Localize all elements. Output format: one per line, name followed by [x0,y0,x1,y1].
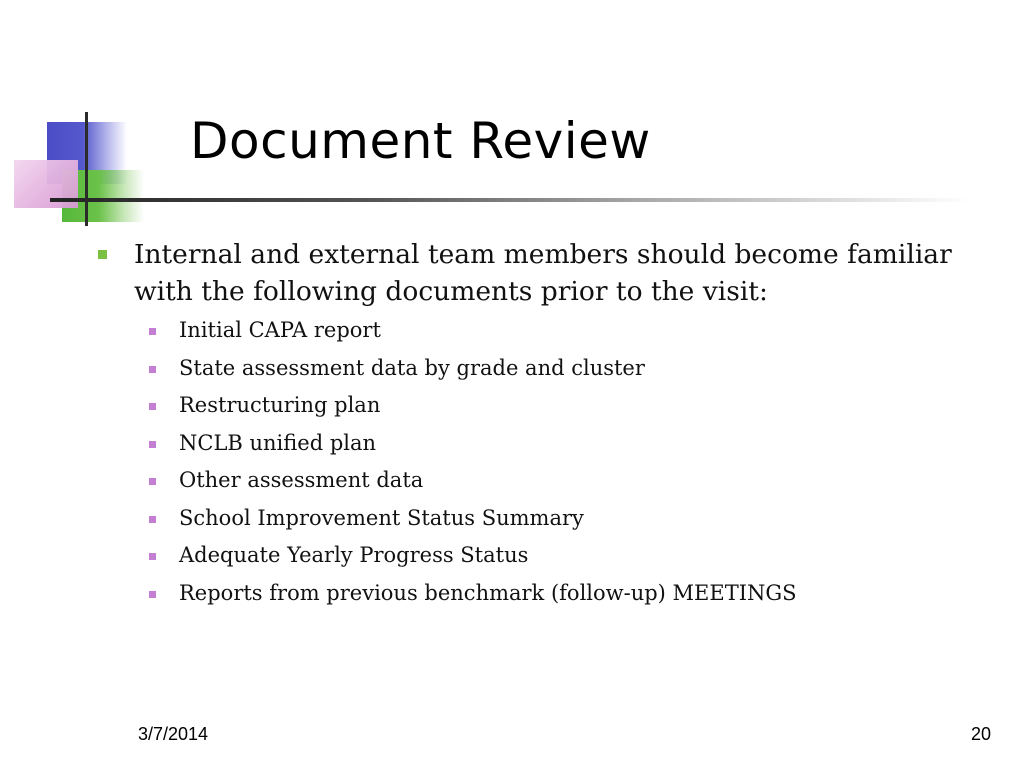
slide-body [96,236,956,612]
sub-bullet-text: State assessment data by grade and cluster [179,355,645,380]
footer-date: 3/7/2014 [138,724,209,744]
purple-square-bullet-icon [149,328,156,335]
sub-bullet-text: Reports from previous benchmark (follow-up) MEETINGS [179,580,797,605]
footer-page-number: 20 [970,724,991,744]
sub-bullet-item [179,500,956,538]
sub-bullet-text: School Improvement Status Summary [179,505,584,530]
sub-bullet-text: Other assessment data [179,468,424,492]
sub-bullet-item [179,462,956,500]
purple-square-bullet-icon [149,366,156,373]
sub-bullet-text: Initial CAPA report [179,318,381,342]
purple-square-bullet-icon [149,516,156,523]
sub-bullet-item [179,350,956,388]
sub-bullet-text: Adequate Yearly Progress Status [179,543,529,567]
purple-square-bullet-icon [149,441,156,448]
sub-bullet-item [179,575,956,613]
slide-title: Document Review [190,112,651,170]
purple-square-bullet-icon [149,478,156,485]
title-underline-rule [50,198,970,202]
purple-square-bullet-icon [149,553,156,560]
sub-bullet-list [96,312,956,612]
sub-bullet-text: Restructuring plan [179,393,381,417]
main-bullet-text: Internal and external team members should become familiar with the following documents prior to the visit: [134,239,952,307]
sub-bullet-item [179,312,956,350]
green-square-bullet-icon [98,250,107,259]
purple-square-bullet-icon [149,591,156,598]
decorative-vertical-line [85,112,88,226]
sub-bullet-item [179,537,956,575]
sub-bullet-item [179,387,956,425]
sub-bullet-item [179,425,956,463]
purple-square-bullet-icon [149,403,156,410]
sub-bullet-text: NCLB unified plan [179,430,377,455]
main-bullet-item [96,236,956,310]
